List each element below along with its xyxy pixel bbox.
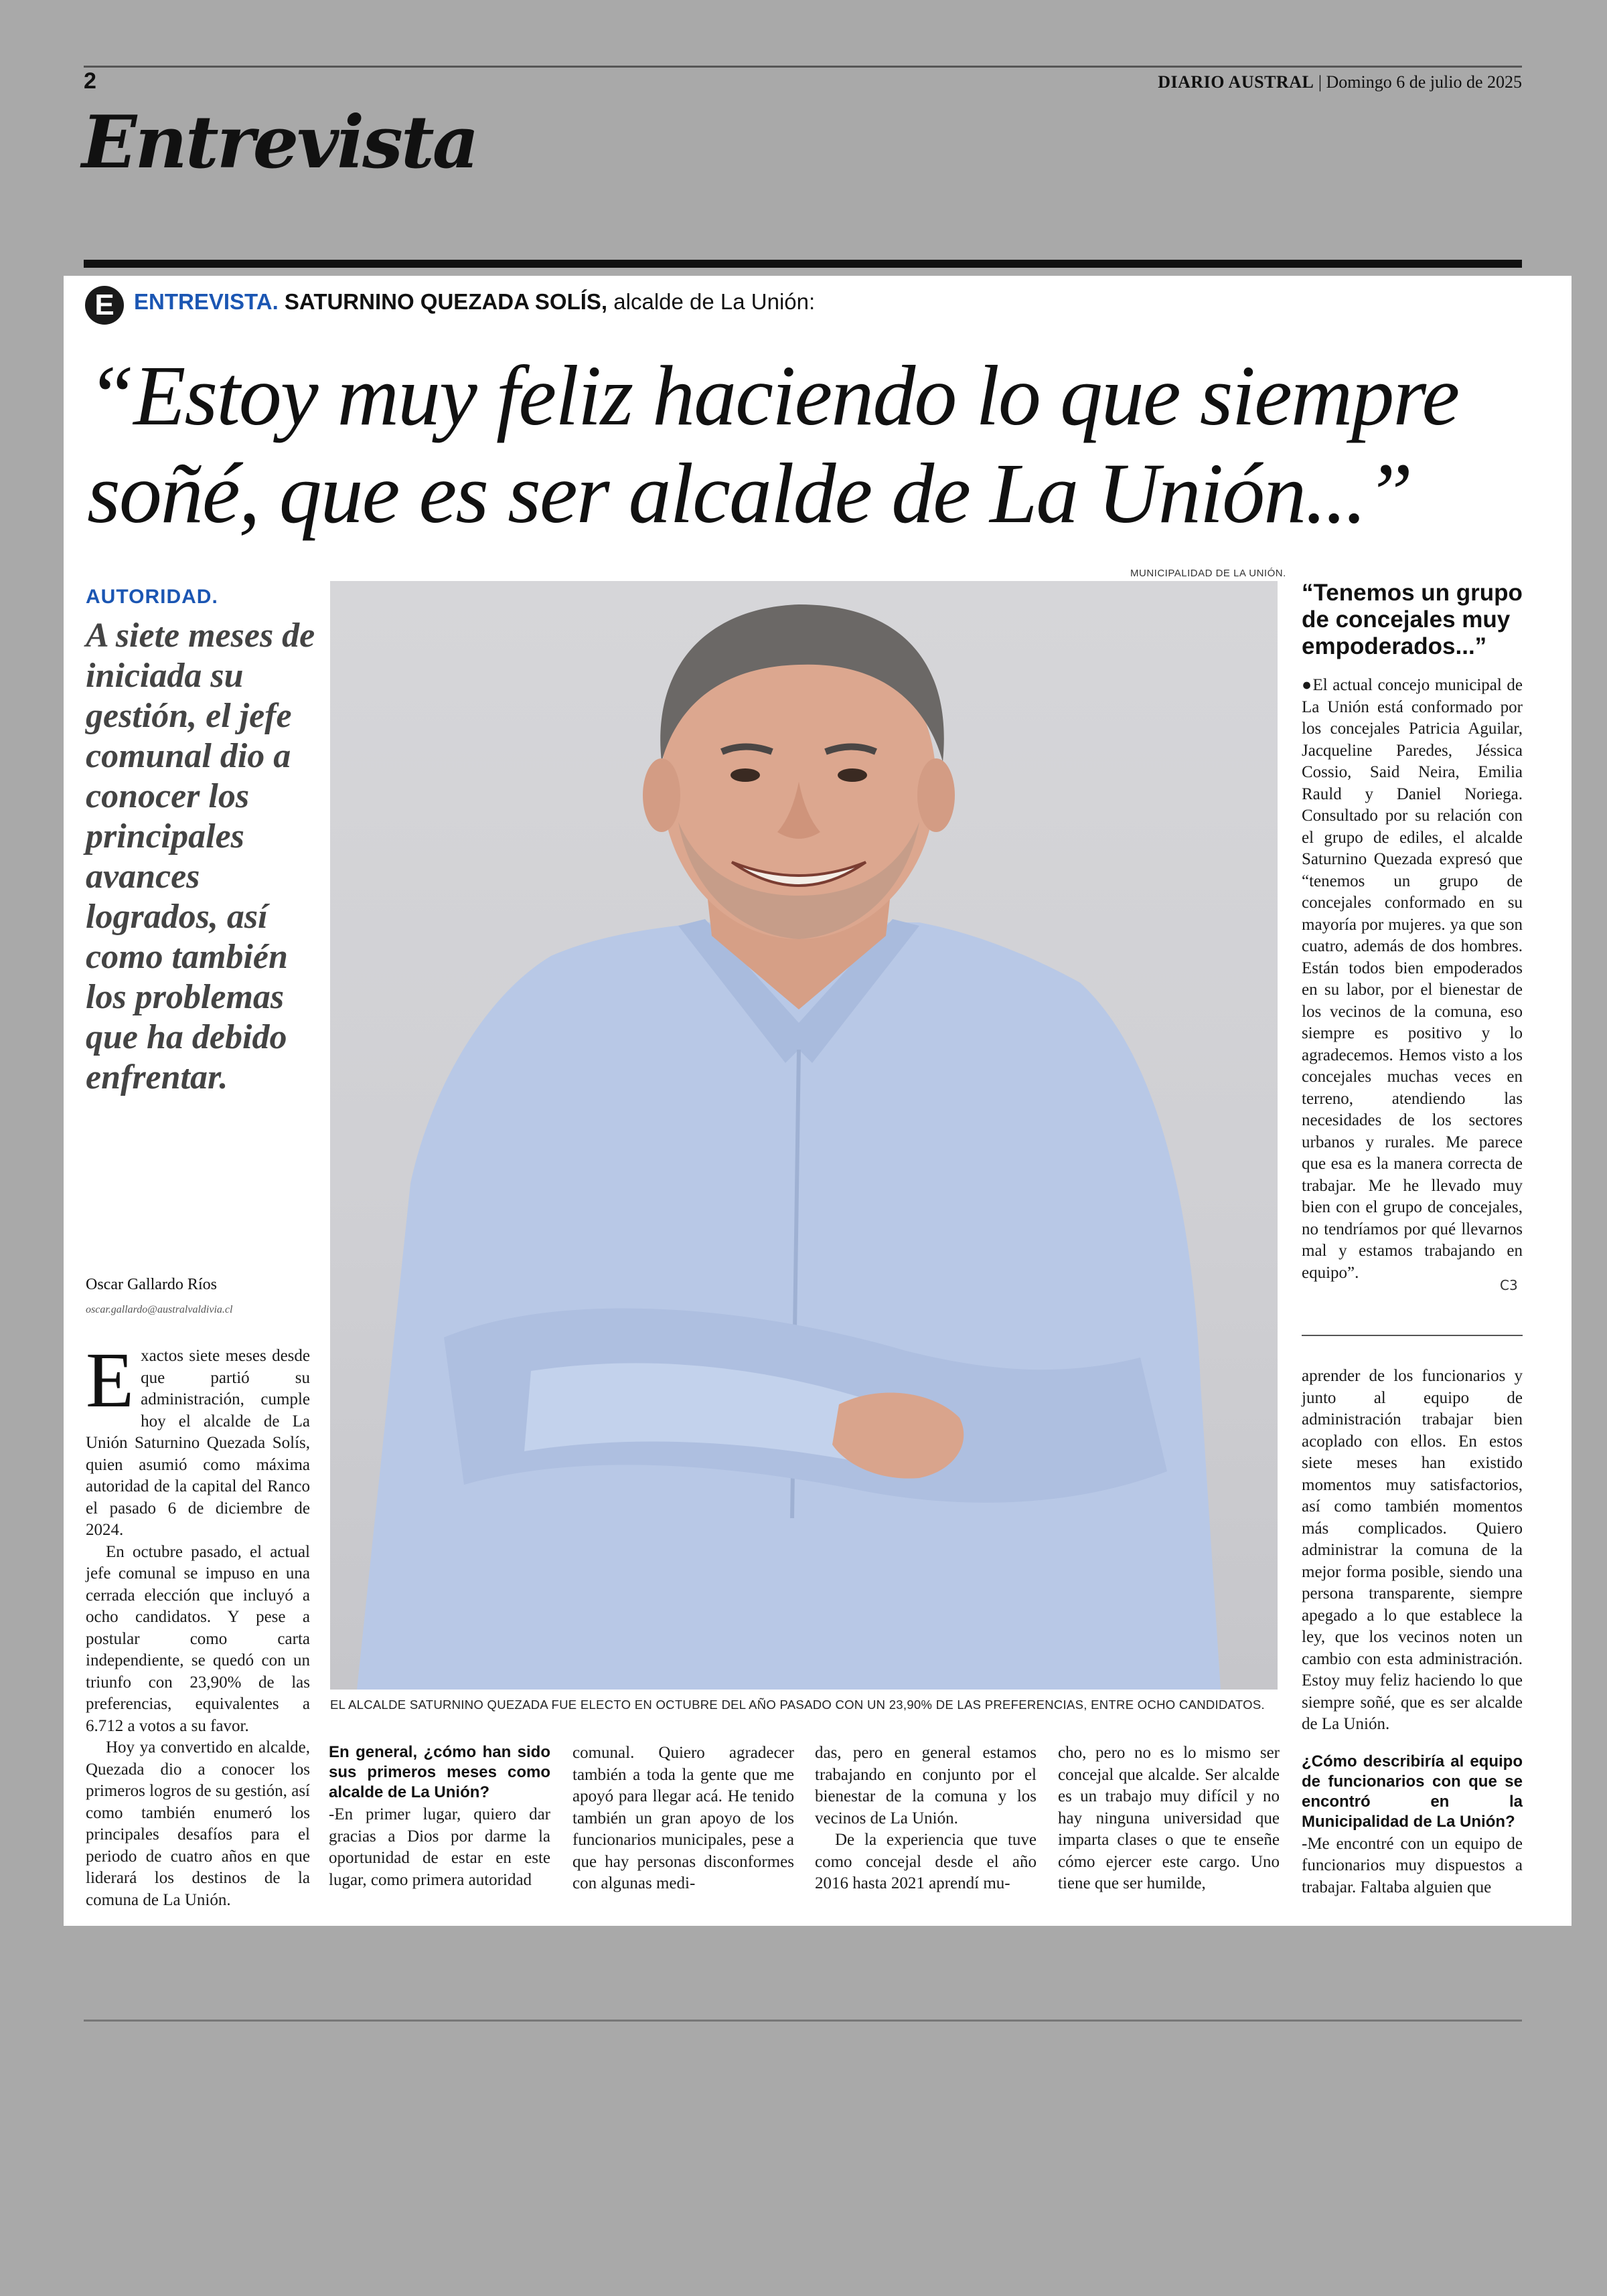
- paragraph: xactos siete meses desde que partió su administración, cumple hoy el alcalde de La Unión Saturnino Quezada Solís, quien asumió como máxima autoridad de la capital del Ranco el pasado 6 de diciembre de 2024.: [86, 1347, 310, 1539]
- body-column-6: [1302, 1366, 1523, 1898]
- interview-question: ¿Cómo describiría al equipo de funcionarios con que se encontró en la Municipalidad de La Unión?: [1302, 1752, 1523, 1831]
- paragraph: En octubre pasado, el actual jefe comunal se impuso en una cerrada elección que incluyó a ocho candidatos. Y pese a postular como carta independiente, se quedó con un triunfo con 23,90% de las preferencias, equivalentes a 6.712 a votos a su favor.: [86, 1542, 310, 1735]
- body-column-3: [572, 1742, 794, 1895]
- body-column-1: [86, 1336, 310, 1911]
- section-badge-icon: E: [85, 286, 124, 325]
- interview-question: En general, ¿cómo han sido sus primeros meses como alcalde de La Unión?: [329, 1743, 550, 1801]
- photo-caption: EL ALCALDE SATURNINO QUEZADA FUE ELECTO EN OCTUBRE DEL AÑO PASADO CON UN 23,90% DE LAS PREFERENCIAS, ENTRE OCHO CANDIDATOS.: [330, 1698, 1265, 1712]
- section-rule: [84, 260, 1522, 268]
- section-title: Entrevista: [82, 100, 477, 185]
- bottom-rule: [84, 2020, 1522, 2022]
- lead-text: A siete meses de iniciada su gestión, el jefe comunal dio a conocer los principales avances logrados, así como también los problemas que ha debido enfrentar.: [86, 617, 315, 1096]
- mayor-photo: [330, 581, 1278, 1690]
- headline: “Estoy muy feliz haciendo lo que siempre soñé, que es ser alcalde de La Unión...”: [87, 348, 1459, 541]
- dropcap: E: [86, 1336, 135, 1424]
- paragraph: De la experiencia que tuve como concejal desde el año 2016 hasta 2021 aprendí mu-: [815, 1831, 1037, 1892]
- masthead: [1158, 72, 1522, 92]
- kicker-role: alcalde de La Unión:: [613, 289, 816, 314]
- paper-name: DIARIO AUSTRAL: [1158, 72, 1314, 92]
- page-number: 2: [84, 68, 96, 94]
- kicker-subject: SATURNINO QUEZADA SOLÍS,: [284, 289, 608, 314]
- end-mark-icon: C3: [1500, 1277, 1518, 1293]
- author-name: Oscar Gallardo Ríos: [86, 1276, 217, 1293]
- body-column-5: [1058, 1742, 1280, 1895]
- author-email: oscar.gallardo@australvaldivia.cl: [86, 1304, 233, 1315]
- paragraph: cho, pero no es lo mismo ser concejal que alcalde. Ser alcalde es un trabajo muy difícil y no hay ninguna universidad que imparta clases o que te enseñe cómo ejercer este cargo. Uno tiene que ser humilde,: [1058, 1744, 1280, 1892]
- paragraph: aprender de los funcionarios y junto al equipo de administración trabajar bien acoplado con ellos. En estos siete meses han existido momentos muy satisfactorios, así como también momentos más complicados. Quiero administrar la comuna de la mejor forma posible, siendo una persona transparente, siempre apegado a lo que establece la ley, que los vecinos noten un cambio con esta administración. Estoy muy feliz haciendo lo que siempre soñé, que es ser alcalde de La Unión.: [1302, 1367, 1523, 1733]
- sidebar-title: “Tenemos un grupo de concejales muy empoderados...”: [1302, 580, 1523, 659]
- interview-answer: -Me encontré con un equipo de funcionarios muy dispuestos a trabajar. Faltaba alguien que: [1302, 1834, 1523, 1896]
- kicker-label: ENTREVISTA.: [134, 289, 279, 314]
- paragraph: Hoy ya convertido en alcalde, Quezada dio a conocer los primeros logros de su gestión, así como también enumeró los principales desafíos para el periodo de cuatro años en que liderará los destinos de la comuna de La Unión.: [86, 1738, 310, 1909]
- interview-answer: -En primer lugar, quiero dar gracias a Dios por darme la oportunidad de estar en este lugar, como primera autoridad: [329, 1805, 550, 1889]
- body-column-2: [329, 1742, 550, 1891]
- portrait-illustration: [330, 581, 1278, 1690]
- top-rule: [84, 66, 1522, 68]
- sidebar-text: [1302, 675, 1523, 1284]
- photo-credit: MUNICIPALIDAD DE LA UNIÓN.: [1130, 568, 1286, 579]
- paragraph: comunal. Quiero agradecer también a toda la gente que me apoyó para llegar acá. He tenido también un gran apoyo de los funcionarios municipales, pese a que hay personas disconformes con algunas medi-: [572, 1744, 794, 1892]
- issue-date: | Domingo 6 de julio de 2025: [1318, 72, 1522, 92]
- lead-label: AUTORIDAD.: [86, 586, 218, 608]
- paragraph: das, pero en general estamos trabajando en conjunto por el bienestar de la comuna y los vecinos de La Unión.: [815, 1744, 1037, 1827]
- body-column-4: [815, 1742, 1037, 1895]
- sidebar-paragraph: ●El actual concejo municipal de La Unión está conformado por los concejales Patricia Aguilar, Jacqueline Paredes, Jéssica Cossio, Said Neira, Emilia Rauld y Daniel Noriega. Consultado por su relación con el grupo de ediles, el alcalde Saturnino Quezada expresó que “tenemos un grupo de concejales conformado en su mayoría por mujeres. ya que son cuatro, además de dos hombres. Están todos bien empoderados en su labor, por el bienestar de los vecinos de la comuna, eso siempre es positivo y lo agradecemos. Hemos visto a los concejales muchas veces en terreno, atendiendo las necesidades de los sectores urbanos y rurales. Me parece que esa es la manera correcta de trabajar. Me he llevado muy bien con el grupo de concejales, no tendríamos por qué llevarnos mal y estamos trabajando en equipo”.: [1302, 676, 1523, 1282]
- sidebar-divider: [1302, 1335, 1523, 1336]
- kicker: [134, 289, 815, 315]
